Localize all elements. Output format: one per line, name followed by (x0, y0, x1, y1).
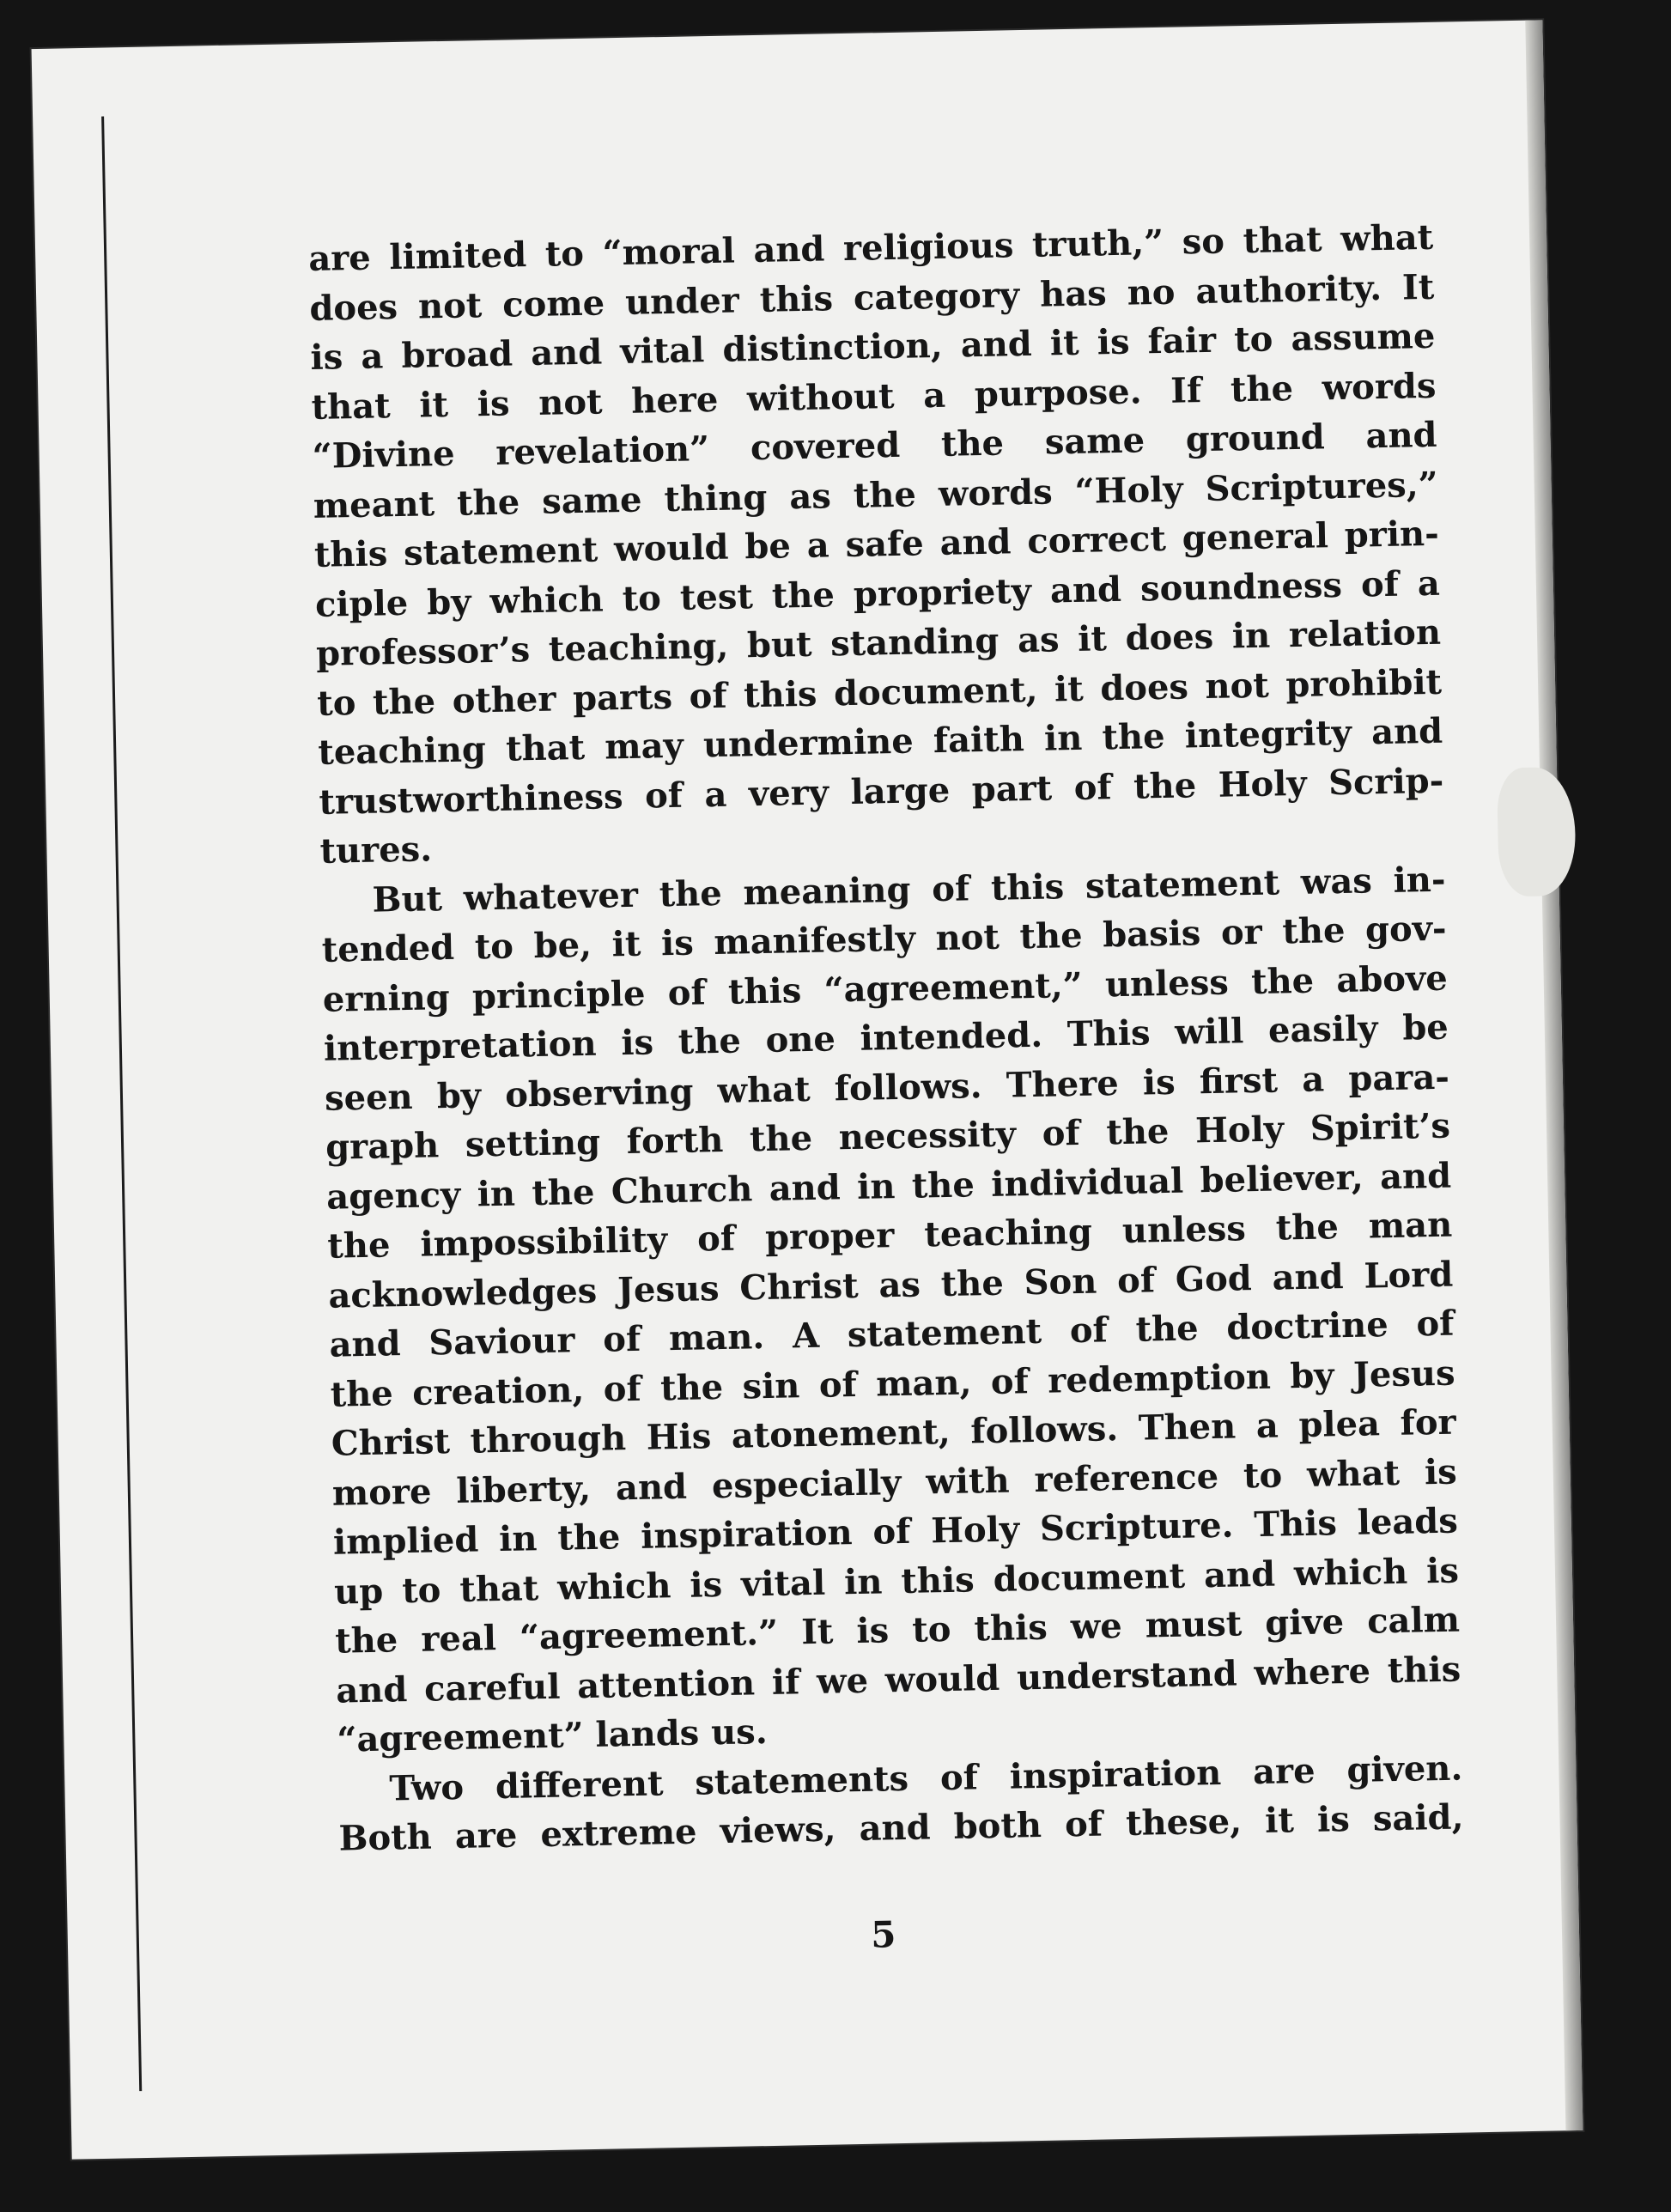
text-line: But whatever the meaning of this statement was in- (372, 859, 1446, 921)
text-line: graph setting forth the necessity of the Holy Spirit’s (325, 1105, 1451, 1168)
text-line: to the other parts of this document, it does not prohibit (316, 661, 1443, 724)
text-line: this statement would be a safe and correct general prin- (313, 513, 1440, 575)
text-line: acknowledges Jesus Christ as the Son of God and Lord (328, 1254, 1454, 1316)
text-line: and careful attention if we would understand where this (335, 1649, 1461, 1711)
text-line: teaching that may undermine faith in the integrity and (317, 710, 1443, 773)
text-line: the real “agreement.” It is to this we must give calm (334, 1599, 1461, 1662)
binding-edge (101, 117, 142, 2092)
text-line: interpretation is the one intended. This will easily be (323, 1006, 1449, 1069)
scanned-page (32, 20, 1583, 2159)
text-line: implied in the inspiration of Holy Scripture. This leads (332, 1500, 1459, 1563)
text-line: Christ through His atonement, follows. Then a plea for (331, 1401, 1457, 1464)
text-line: tended to be, it is manifestly not the basis or the gov- (321, 908, 1447, 970)
text-line: Both are extreme views, and both of these, it is said, (338, 1796, 1464, 1859)
paragraph-1 (308, 213, 1445, 877)
text-line: “Divine revelation” covered the same ground and (312, 414, 1437, 477)
text-line: trustworthiness of a very large part of the Holy Scrip- (319, 760, 1444, 823)
text-line: seen by observing what follows. There is first a para- (324, 1056, 1450, 1119)
paragraph-2 (320, 854, 1462, 1765)
text-line: Two different statements of inspiration are given. (389, 1747, 1463, 1808)
body-text (308, 213, 1464, 1863)
text-line: tures. (319, 829, 433, 872)
paragraph-3 (337, 1743, 1464, 1863)
text-line: are limited to “moral and religious truth,” so that what (307, 216, 1434, 279)
text-line: meant the same thing as the words “Holy Scriptures,” (313, 464, 1439, 526)
text-line: erning principle of this “agreement,” unless the above (322, 957, 1449, 1020)
text-line: “agreement” lands us. (336, 1711, 769, 1760)
text-line: the creation, of the sin of man, of redemption by Jesus (330, 1352, 1455, 1415)
text-line: that it is not here without a purpose. If the words (311, 365, 1437, 428)
text-line: more liberty, and especially with reference to what is (331, 1451, 1458, 1514)
text-line: and Saviour of man. A statement of the doctrine of (329, 1303, 1455, 1365)
text-line: the impossibility of proper teaching unless the man (326, 1204, 1453, 1267)
text-line: up to that which is vital in this document and which is (333, 1550, 1460, 1613)
text-line: is a broad and vital distinction, and it is fair to assume (310, 315, 1436, 378)
page-edge (1525, 20, 1583, 2130)
text-line: professor’s teaching, but standing as it does in relation (315, 611, 1442, 674)
text-line: agency in the Church and in the individual believer, and (325, 1155, 1452, 1218)
text-line: ciple by which to test the propriety and soundness of a (314, 562, 1441, 625)
paper-tear (1497, 767, 1577, 897)
text-line: does not come under this category has no authority. It (308, 266, 1435, 329)
page-number: 5 (870, 1913, 896, 1956)
